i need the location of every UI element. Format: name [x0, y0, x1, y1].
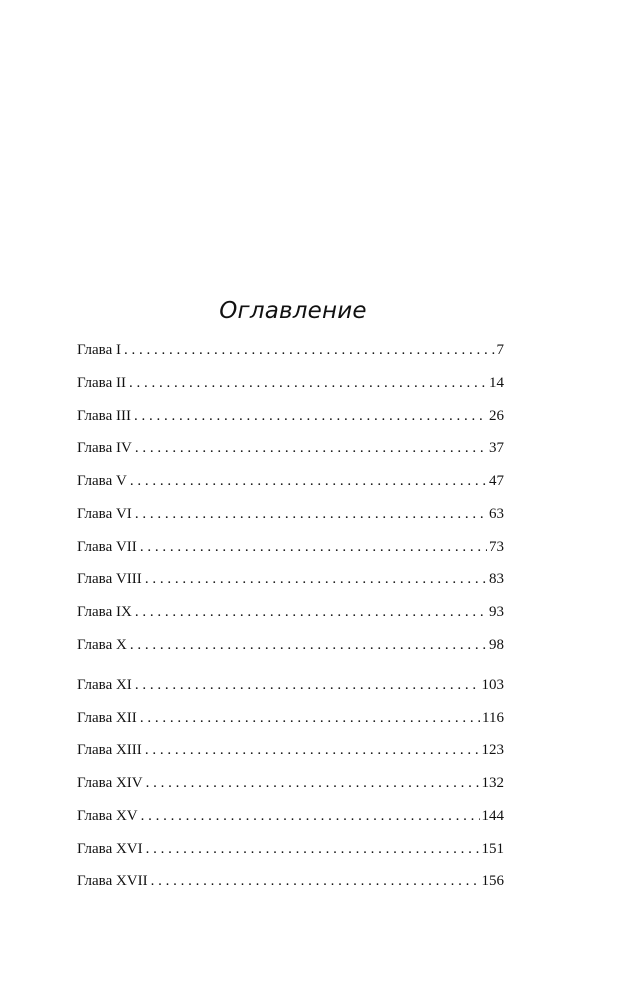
- toc-entry-page: 47: [489, 473, 504, 489]
- toc-entry: [77, 604, 504, 626]
- toc-entry: [77, 873, 504, 895]
- toc-entry-label: Глава XI: [77, 677, 132, 693]
- toc-dot-leader: [135, 677, 480, 694]
- toc-entry-page: 7: [496, 342, 504, 358]
- toc-entry-label: Глава VI: [77, 506, 132, 522]
- toc-entry-label: Глава XII: [77, 710, 137, 726]
- toc-entry-label: Глава II: [77, 375, 126, 391]
- toc-dot-leader: [135, 604, 487, 621]
- toc-entry-page: 156: [481, 873, 504, 889]
- toc-dot-leader: [140, 539, 487, 556]
- toc-entry-label: Глава XVI: [77, 841, 143, 857]
- toc-entry-label: Глава XIII: [77, 742, 142, 758]
- toc-dot-leader: [141, 808, 480, 825]
- toc-entry: [77, 775, 504, 797]
- toc-dot-leader: [135, 506, 487, 523]
- toc-dot-leader: [145, 571, 487, 588]
- toc-entry-page: 151: [481, 841, 504, 857]
- toc-entry-label: Глава IX: [77, 604, 132, 620]
- toc-dot-leader: [151, 873, 480, 890]
- toc-entry: [77, 408, 504, 430]
- toc-entry-page: 37: [489, 440, 504, 456]
- toc-dot-leader: [145, 742, 480, 759]
- toc-entry: [77, 506, 504, 528]
- toc-entry-label: Глава VII: [77, 539, 137, 555]
- toc-entry: [77, 637, 504, 659]
- toc-entry-label: Глава X: [77, 637, 127, 653]
- toc-dot-leader: [134, 408, 487, 425]
- toc-entry: [77, 571, 504, 593]
- toc-dot-leader: [135, 440, 487, 457]
- toc-entry: [77, 677, 504, 699]
- toc-entry-page: 116: [482, 710, 504, 726]
- toc-entry-page: 63: [489, 506, 504, 522]
- toc-entry: [77, 440, 504, 462]
- toc-entry: [77, 841, 504, 863]
- toc-dot-leader: [146, 841, 480, 858]
- toc-entry-page: 93: [489, 604, 504, 620]
- toc-dot-leader: [124, 342, 495, 359]
- toc-entry-label: Глава XIV: [77, 775, 143, 791]
- toc-entry: [77, 473, 504, 495]
- toc-entry: [77, 710, 504, 732]
- toc-entry: [77, 742, 504, 764]
- toc-entry: [77, 539, 504, 561]
- toc-entry: [77, 375, 504, 397]
- toc-dot-leader: [146, 775, 480, 792]
- toc-entry-page: 103: [481, 677, 504, 693]
- toc-dot-leader: [140, 710, 480, 727]
- toc-entry-page: 14: [489, 375, 504, 391]
- toc-entry-label: Глава XV: [77, 808, 138, 824]
- toc-entry-page: 26: [489, 408, 504, 424]
- toc-entry: [77, 342, 504, 364]
- toc-entry-page: 144: [481, 808, 504, 824]
- toc-title: Оглавление: [219, 298, 367, 324]
- toc-entry-page: 98: [489, 637, 504, 653]
- toc-entry-page: 73: [489, 539, 504, 555]
- toc-entry-page: 132: [481, 775, 504, 791]
- toc-entry-label: Глава V: [77, 473, 127, 489]
- toc-entry-label: Глава III: [77, 408, 131, 424]
- toc-dot-leader: [130, 473, 487, 490]
- toc-entry-label: Глава I: [77, 342, 121, 358]
- toc-entry: [77, 808, 504, 830]
- toc-entry-page: 83: [489, 571, 504, 587]
- toc-dot-leader: [130, 637, 487, 654]
- toc-dot-leader: [129, 375, 487, 392]
- toc-entry-page: 123: [481, 742, 504, 758]
- toc-entry-label: Глава XVII: [77, 873, 148, 889]
- toc-entry-label: Глава VIII: [77, 571, 142, 587]
- toc-entry-label: Глава IV: [77, 440, 132, 456]
